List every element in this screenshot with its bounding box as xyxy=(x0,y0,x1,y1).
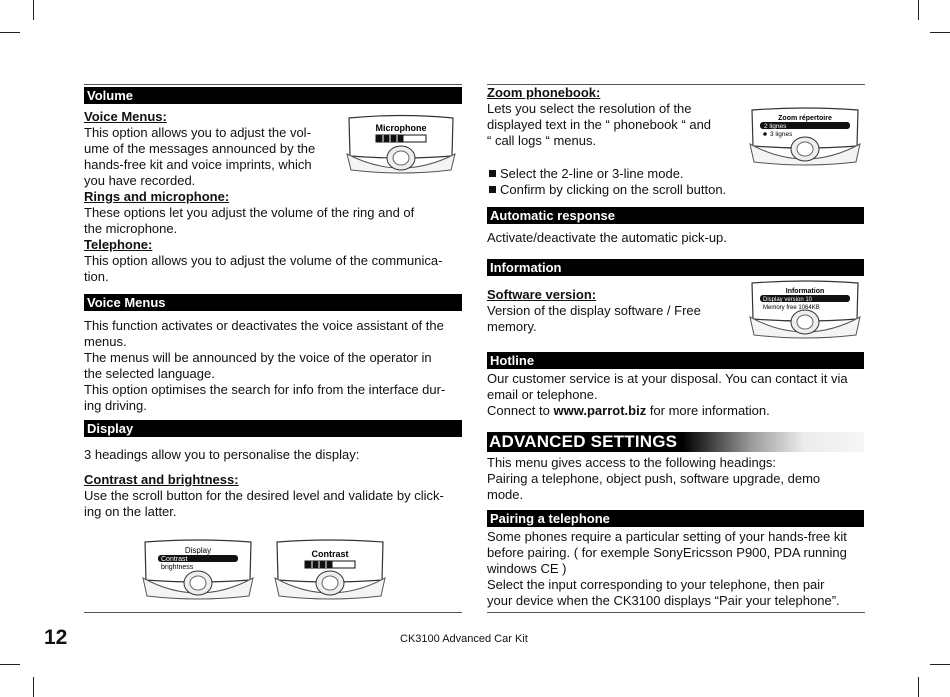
contrast-title: Contrast xyxy=(311,549,349,559)
hotline-connect-prefix: Connect to xyxy=(487,403,554,418)
voice-menus-line-2: ume of the messages announced by the xyxy=(84,141,316,156)
voice-menus-line-3: hands-free kit and voice imprints, which xyxy=(84,157,312,172)
voice-menus-body-5: This option optimises the search for info from the interface dur- xyxy=(84,382,446,397)
crop-mark xyxy=(918,0,919,20)
crop-mark xyxy=(0,32,20,33)
square-bullet-icon xyxy=(489,186,496,193)
crop-mark xyxy=(930,664,950,665)
hotline-header: Hotline xyxy=(487,352,864,369)
bullet-item-1 xyxy=(489,166,684,182)
voice-menus-subheading: Voice Menus: xyxy=(84,109,167,124)
hotline-connect-suffix: for more information. xyxy=(646,403,770,418)
microphone-device-illustration xyxy=(345,112,457,174)
bullet-text: Confirm by clicking on the scroll button. xyxy=(500,182,727,197)
zoom-line-3: “ call logs “ menus. xyxy=(487,133,597,148)
telephone-line-2: tion. xyxy=(84,269,109,284)
advanced-line-3: mode. xyxy=(487,487,524,502)
parrot-website-link[interactable]: www.parrot.biz xyxy=(553,403,647,418)
footer-product-name: CK3100 Advanced Car Kit xyxy=(400,633,528,645)
voice-menus-body-4: the selected language. xyxy=(84,366,215,381)
display-intro: 3 headings allow you to personalise the display: xyxy=(84,447,360,462)
rings-line-1: These options let you adjust the volume of the ring and of xyxy=(84,205,415,220)
contrast-device-illustration xyxy=(273,538,387,600)
zoom-line-2: displayed text in the “ phonebook “ and xyxy=(487,117,712,132)
advanced-settings-title: ADVANCED SETTINGS xyxy=(489,432,678,451)
zoom-device-title: Zoom répertoire xyxy=(778,115,832,122)
pairing-line-4: Select the input corresponding to your telephone, then pair xyxy=(487,577,825,592)
zoom-device-line-2: 3 lignes xyxy=(770,131,793,138)
bottom-rule xyxy=(487,612,865,613)
information-device-illustration xyxy=(748,279,862,339)
pairing-line-3: windows CE ) xyxy=(487,561,567,576)
square-bullet-icon xyxy=(489,170,496,177)
display-menu-line-2: Contrast xyxy=(161,556,188,563)
zoom-line-1: Lets you select the resolution of the xyxy=(487,101,692,116)
pairing-header: Pairing a telephone xyxy=(487,510,864,527)
pairing-line-1: Some phones require a particular setting of your hands-free kit xyxy=(487,529,847,544)
crop-mark xyxy=(33,677,34,697)
telephone-line-1: This option allows you to adjust the volume of the communica- xyxy=(84,253,443,268)
pairing-line-2: before pairing. ( for exemple SonyEricsson P900, PDA running xyxy=(487,545,847,560)
hotline-line-1: Our customer service is at your disposal. You can contact it via xyxy=(487,371,848,386)
bullet-item-2 xyxy=(489,182,726,198)
voice-menus-body-2: menus. xyxy=(84,334,127,349)
voice-menus-line-1: This option allows you to adjust the vol- xyxy=(84,125,311,140)
advanced-line-2: Pairing a telephone, object push, software upgrade, demo xyxy=(487,471,821,486)
voice-menus-body-1: This function activates or deactivates the voice assistant of the xyxy=(84,318,444,333)
rings-subheading: Rings and microphone: xyxy=(84,189,230,204)
crop-mark xyxy=(930,32,950,33)
display-header: Display xyxy=(84,420,462,437)
top-rule xyxy=(84,84,462,85)
pairing-line-5: your device when the CK3100 displays “Pair your telephone”. xyxy=(487,593,840,608)
telephone-subheading: Telephone: xyxy=(84,237,153,252)
information-header: Information xyxy=(487,259,864,276)
voice-menus-line-4: you have recorded. xyxy=(84,173,196,188)
bottom-rule xyxy=(84,612,462,613)
crop-mark xyxy=(918,677,919,697)
volume-header: Volume xyxy=(84,87,462,104)
advanced-line-1: This menu gives access to the following headings: xyxy=(487,455,777,470)
software-version-subheading: Software version: xyxy=(487,287,597,302)
rings-line-2: the microphone. xyxy=(84,221,178,236)
contrast-line-1: Use the scroll button for the desired level and validate by click- xyxy=(84,488,444,503)
zoom-device-line-1: 2 lignes xyxy=(764,123,787,130)
automatic-response-text: Activate/deactivate the automatic pick-up. xyxy=(487,230,727,245)
software-line-1: Version of the display software / Free xyxy=(487,303,701,318)
crop-mark xyxy=(33,0,34,20)
info-device-line-1: Display version 10 xyxy=(763,297,813,303)
software-line-2: memory. xyxy=(487,319,537,334)
display-menu-device-illustration xyxy=(141,538,255,600)
info-device-title: Information xyxy=(785,288,825,295)
display-menu-line-1: Display xyxy=(184,546,212,555)
crop-mark xyxy=(0,664,20,665)
zoom-subheading: Zoom phonebook: xyxy=(487,85,601,100)
automatic-response-header: Automatic response xyxy=(487,207,864,224)
voice-menus-body-3: The menus will be announced by the voice of the operator in xyxy=(84,350,432,365)
display-menu-line-3: brightness xyxy=(161,564,194,571)
hotline-connect-line xyxy=(487,403,770,419)
info-device-line-2: Memory free 1064KB xyxy=(763,305,820,311)
microphone-title: Microphone xyxy=(375,123,427,133)
voice-menus-body-6: ing driving. xyxy=(84,398,147,413)
voice-menus-header: Voice Menus xyxy=(84,294,462,311)
contrast-subheading: Contrast and brightness: xyxy=(84,472,239,487)
hotline-line-2: email or telephone. xyxy=(487,387,598,402)
contrast-line-2: ing on the latter. xyxy=(84,504,177,519)
bullet-text: Select the 2-line or 3-line mode. xyxy=(500,166,684,181)
zoom-device-illustration xyxy=(748,106,862,166)
page-number: 12 xyxy=(44,626,68,649)
advanced-settings-banner xyxy=(487,432,864,452)
